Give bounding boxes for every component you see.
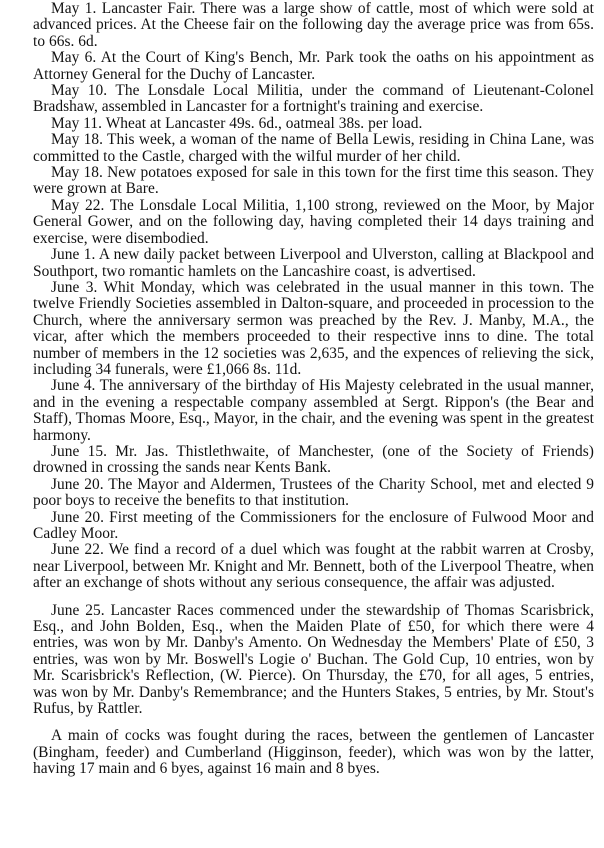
entry-date: May 18. <box>51 164 103 182</box>
entry-may-18-b <box>33 165 594 198</box>
entry-date: June 25. <box>51 601 105 619</box>
entry-june-20-b <box>33 510 594 543</box>
entry-date: May 22. <box>51 196 105 214</box>
entry-date: May 11. <box>51 114 103 132</box>
entry-text: Lancaster Fair. There was a large show of cattle, most of which were sold at advanced prices. At the Cheese fair on the following day the average price was from 65s. to 66s. 6d. <box>33 0 594 50</box>
entry-june-25 <box>33 603 594 718</box>
entry-text: At the Court of King's Bench, Mr. Park took the oaths on his appointment as Attorney General for the Duchy of Lancaster. <box>33 49 594 83</box>
entry-may-18-a <box>33 132 594 165</box>
entry-date: June 4. <box>51 377 96 395</box>
entry-date: May 10. <box>51 82 108 100</box>
entry-may-11 <box>33 116 594 132</box>
entry-text: This week, a woman of the name of Bella Lewis, residing in China Lane, was committed to the Castle, charged with the wilful murder of her child. <box>33 131 594 165</box>
entry-june-1 <box>33 247 594 280</box>
entry-june-22 <box>33 542 594 591</box>
entry-text: We find a record of a duel which was fought at the rabbit warren at Crosby, near Liverpool, between Mr. Knight and Mr. Bennett, both of the Liverpool Theatre, when after an exchange of shots without any serious consequence, the affair was adjusted. <box>33 541 595 592</box>
entry-text: Whit Monday, which was celebrated in the usual manner in this town. The twelve Friendly Societies assembled in Dalton-square, and proceeded in procession to the Church, where the anniversary sermon was preached by the Rev. J. Manby, M.A., the vicar, after which the members proceeded to their respective inns to dine. The total number of members in the 12 societies was 2,635, and the expences of relieving the sick, including 34 funerals, were £1,066 8s. 11d. <box>33 278 594 378</box>
entry-date: June 3. <box>51 278 98 296</box>
entry-date: June 20. <box>51 508 104 526</box>
entry-date: May 6. <box>51 49 97 67</box>
entry-date: June 20. <box>51 475 104 493</box>
entry-text: The Mayor and Aldermen, Trustees of the Charity School, met and elected 9 poor boys to receive the benefits to that institution. <box>33 475 594 510</box>
entry-date: May 18. <box>51 131 104 149</box>
entry-may-1 <box>33 1 594 50</box>
entry-may-22 <box>33 198 594 247</box>
entry-text: New potatoes exposed for sale in this town for the first time this season. They were grown at Bare. <box>33 164 594 198</box>
entry-may-6 <box>33 50 594 83</box>
entry-may-10 <box>33 83 594 116</box>
entry-june-4 <box>33 378 594 444</box>
entry-date: June 15. <box>51 442 108 460</box>
entry-june-3 <box>33 280 594 378</box>
closing-paragraph: A main of cocks was fought during the races, between the gentlemen of Lancaster (Bingham, feeder) and Cumberland (Higginson, feeder), which was won by the latter, having 17 main and 6 byes, against 16 main and 8 byes. <box>33 727 594 778</box>
entry-text: First meeting of the Commissioners for the enclosure of Fulwood Moor and Cadley Moor. <box>33 508 595 542</box>
entry-text: The Lonsdale Local Militia, 1,100 strong, reviewed on the Moor, by Major General Gower, and on the following day, having completed their 14 days training and exercise, were disembodied. <box>33 196 595 247</box>
entry-date: May 1. <box>51 0 97 17</box>
entry-text: Wheat at Lancaster 49s. 6d., oatmeal 38s. per load. <box>105 114 423 132</box>
entry-text: The anniversary of the birthday of His Majesty celebrated in the usual manner, and in the evening a respectable company assembled at Sergt. Rippon's (the Bear and Staff), Thomas Moore, Esq., Mayor, in the chair, and the evening was spent in the greatest harmony. <box>33 377 594 444</box>
entry-text: Mr. Jas. Thistlethwaite, of Manchester, (one of the Society of Friends) drowned in crossing the sands near Kents Bank. <box>33 442 594 477</box>
entry-date: June 22. <box>51 541 104 559</box>
document-page <box>0 1 604 848</box>
entry-june-20-a <box>33 477 594 510</box>
entry-text: Lancaster Races commenced under the stewardship of Thomas Scarisbrick, Esq., and John Bolden, Esq., when the Maiden Plate of £50, for which there were 4 entries, was won by Mr. Danby's Amento. On Wednesday the Members' Plate of £50, 3 entries, was won by Mr. Boswell's Logie o' Buchan. The Gold Cup, 10 entries, won by Mr. Scarisbrick's Reflection, (W. Pierce). On Thursday, the £70, for all ages, 5 entries, was won by Mr. Danby's Remembrance; and the Hunters Stakes, 5 entries, by Mr. Stout's Rufus, by Rattler. <box>33 601 595 718</box>
entry-june-15 <box>33 444 594 477</box>
entry-text: The Lonsdale Local Militia, under the command of Lieutenant-Colonel Bradshaw, assembled in Lancaster for a fortnight's training and exercise. <box>33 82 595 116</box>
entry-date: June 1. <box>51 246 96 264</box>
entry-text: A new daily packet between Liverpool and Ulverston, calling at Blackpool and Southport, two romantic hamlets on the Lancashire coast, is advertised. <box>33 246 594 280</box>
